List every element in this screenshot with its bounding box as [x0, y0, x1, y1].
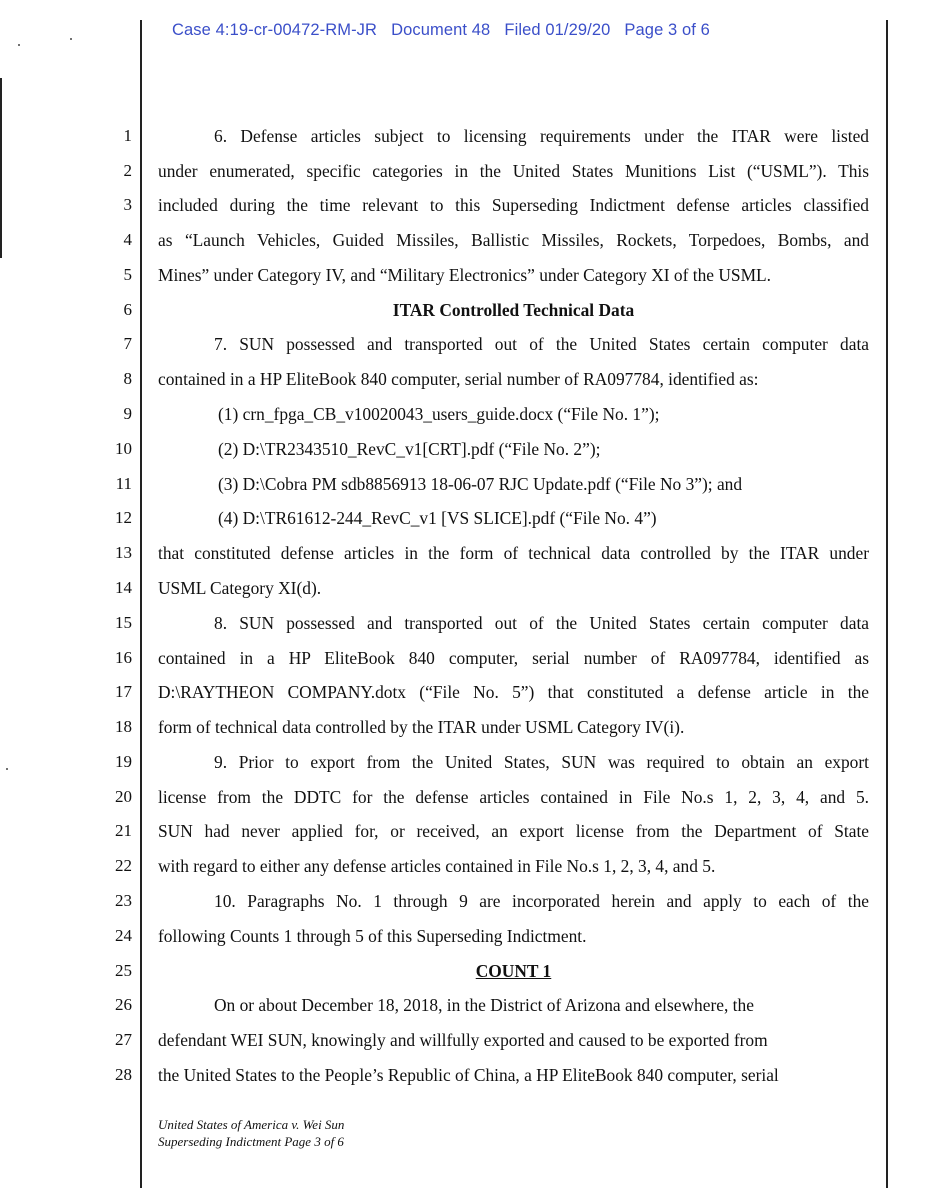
paragraph-9-line: 9. Prior to export from the United States, SUN was required to obtain an export [214, 752, 869, 772]
line-number: 2 [123, 161, 132, 180]
paragraph-8-line: contained in a HP EliteBook 840 computer, serial number of RA097784, identified as [158, 648, 869, 668]
line-number: 5 [123, 265, 132, 284]
line-number: 24 [115, 926, 132, 945]
count-1-line: On or about December 18, 2018, in the District of Arizona and elsewhere, the [214, 995, 754, 1015]
footer-page-label: Superseding Indictment Page 3 of 6 [158, 1134, 344, 1149]
line-number: 10 [115, 439, 132, 458]
line-number: 8 [123, 369, 132, 388]
case-header: Case 4:19-cr-00472-RM-JR Document 48 Filed 01/29/20 Page 3 of 6 [172, 21, 710, 39]
paragraph-6-line: under enumerated, specific categories in the United States Munitions List (“USML”). This [158, 161, 869, 181]
paragraph-7-line: 7. SUN possessed and transported out of the United States certain computer data [214, 334, 869, 354]
line-number: 20 [115, 787, 132, 806]
line-number: 12 [115, 508, 132, 527]
line-number: 18 [115, 717, 132, 736]
footer-case-title: United States of America v. Wei Sun [158, 1117, 345, 1132]
line-number: 22 [115, 856, 132, 875]
scan-speck [70, 38, 72, 40]
line-number: 23 [115, 891, 132, 910]
line-number-rule [140, 20, 142, 1188]
paragraph-9-line: SUN had never applied for, or received, an export license from the Department of State [158, 821, 869, 841]
count-heading: COUNT 1 [475, 961, 552, 981]
count-1-line: defendant WEI SUN, knowingly and willfully exported and caused to be exported from [158, 1030, 768, 1050]
paragraph-7-line: that constituted defense articles in the form of technical data controlled by the ITAR under [158, 543, 869, 563]
paragraph-7-line: USML Category XI(d). [158, 578, 322, 598]
line-number: 9 [123, 404, 132, 423]
line-number: 15 [115, 613, 132, 632]
paragraph-10-line: following Counts 1 through 5 of this Superseding Indictment. [158, 926, 587, 946]
file-list-item: (3) D:\Cobra PM sdb8856913 18-06-07 RJC Update.pdf (“File No 3”); and [218, 474, 743, 494]
count-1-line: the United States to the People’s Republic of China, a HP EliteBook 840 computer, serial [158, 1065, 779, 1085]
line-number: 25 [115, 961, 132, 980]
file-list-item: (4) D:\TR61612-244_RevC_v1 [VS SLICE].pdf (“File No. 4”) [218, 508, 657, 528]
line-number: 4 [123, 230, 132, 249]
paragraph-9-line: license from the DDTC for the defense articles contained in File No.s 1, 2, 3, 4, and 5. [158, 787, 869, 807]
line-number: 17 [115, 682, 132, 701]
line-number: 1 [123, 126, 132, 145]
right-margin-rule [886, 20, 888, 1188]
file-list-item: (1) crn_fpga_CB_v10020043_users_guide.docx (“File No. 1”); [218, 404, 660, 424]
line-number: 6 [123, 300, 132, 319]
line-number: 7 [123, 334, 132, 353]
scan-speck [18, 44, 20, 46]
line-number: 11 [115, 474, 132, 493]
paragraph-7-line: contained in a HP EliteBook 840 computer, serial number of RA097784, identified as: [158, 369, 759, 389]
paragraph-6-line: Mines” under Category IV, and “Military Electronics” under Category XI of the USML. [158, 265, 772, 285]
line-number: 3 [123, 195, 132, 214]
paragraph-6-line: included during the time relevant to this Superseding Indictment defense articles classified [158, 195, 869, 215]
paragraph-8-line: 8. SUN possessed and transported out of the United States certain computer data [214, 613, 869, 633]
scan-speck [6, 768, 8, 770]
paragraph-10-line: 10. Paragraphs No. 1 through 9 are incorporated herein and apply to each of the [214, 891, 869, 911]
line-number: 28 [115, 1065, 132, 1084]
line-number: 14 [115, 578, 132, 597]
paragraph-6-line: as “Launch Vehicles, Guided Missiles, Ballistic Missiles, Rockets, Torpedoes, Bombs, and [158, 230, 869, 250]
section-heading: ITAR Controlled Technical Data [392, 300, 635, 320]
paragraph-6-line: 6. Defense articles subject to licensing requirements under the ITAR were listed [214, 126, 869, 146]
line-number: 16 [115, 648, 132, 667]
line-number: 27 [115, 1030, 132, 1049]
line-number: 26 [115, 995, 132, 1014]
line-number: 19 [115, 752, 132, 771]
paragraph-8-line: form of technical data controlled by the ITAR under USML Category IV(i). [158, 717, 685, 737]
paragraph-8-line: D:\RAYTHEON COMPANY.dotx (“File No. 5”) that constituted a defense article in the [158, 682, 869, 702]
line-number: 13 [115, 543, 132, 562]
line-number: 21 [115, 821, 132, 840]
left-margin-rule [0, 78, 2, 258]
paragraph-9-line: with regard to either any defense articles contained in File No.s 1, 2, 3, 4, and 5. [158, 856, 716, 876]
file-list-item: (2) D:\TR2343510_RevC_v1[CRT].pdf (“File No. 2”); [218, 439, 601, 459]
